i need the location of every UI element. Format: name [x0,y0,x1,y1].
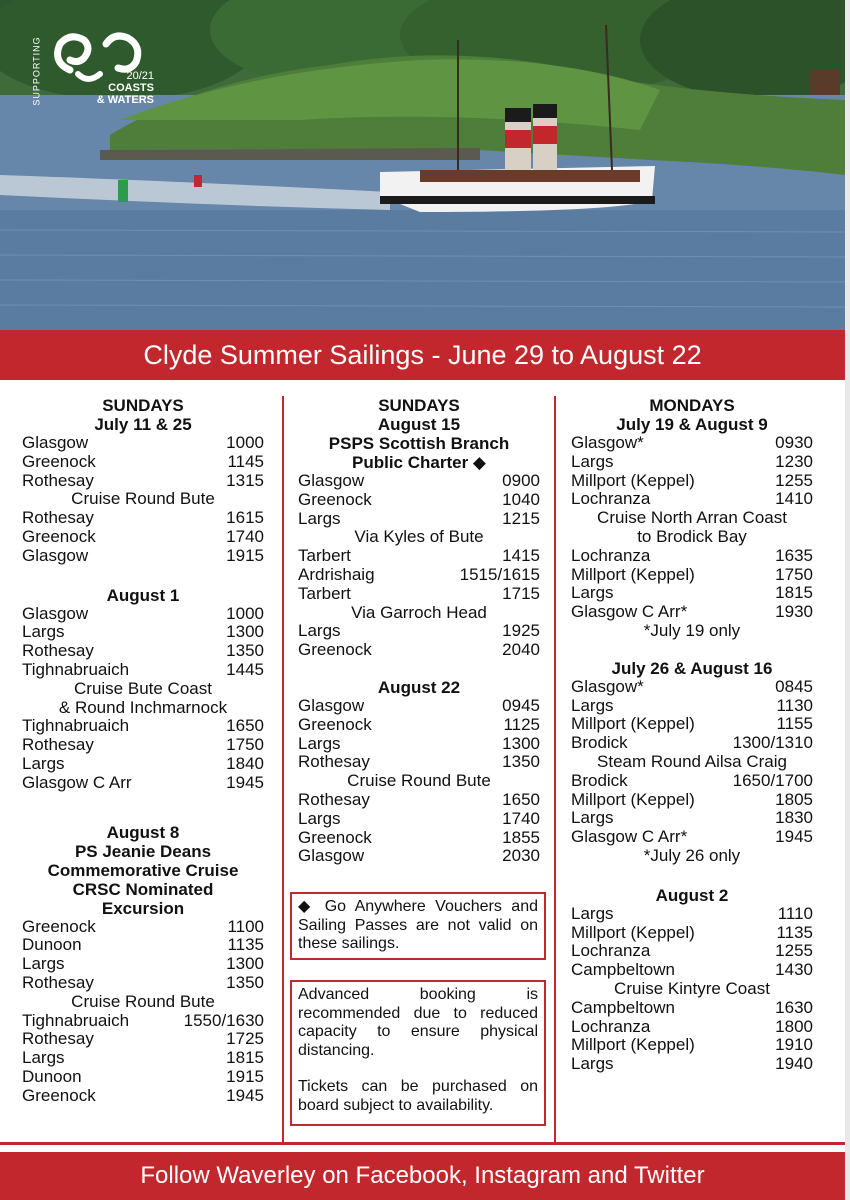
column-divider [282,396,284,1144]
column-3 [571,396,813,1094]
cruise-note: Cruise North Arran Coast [597,508,787,528]
departure-time: 1515/1615 [459,564,540,584]
timetable-row [571,999,813,1018]
departure-time: 1800 [775,1016,813,1036]
footer-banner: Follow Waverley on Facebook, Instagram and Twitter [0,1152,845,1200]
port-name: Greenock [298,640,372,660]
timetable-row [571,772,813,791]
departure-time: 1945 [226,1085,264,1105]
port-name: Rothesay [22,508,94,528]
timetable-row [571,942,813,961]
sailing-section [22,586,264,793]
port-name: Largs [298,508,341,528]
booking-notice-box: Advanced booking is recommended due to reduced capacity to ensure physical distancing. Tickets can be purchased on board subject to availability. [290,980,546,1126]
timetable-row [298,847,540,866]
coasts-and-waters-logo [28,30,158,120]
port-name: Campbeltown [571,997,675,1017]
timetable-row [22,661,264,680]
departure-time: 2030 [502,846,540,866]
timetable-row [571,961,813,980]
departure-time: 1650 [226,716,264,736]
column-2 [298,396,540,886]
departure-time: 1840 [226,753,264,773]
section-heading: August 8 [106,822,180,842]
departure-time: 1410 [775,489,813,509]
port-name: Campbeltown [571,960,675,980]
port-name: Largs [571,451,614,471]
timetable-row [298,753,540,772]
departure-time: 1615 [226,508,264,528]
departure-time: 1300 [226,954,264,974]
departure-time: 1255 [775,941,813,961]
timetable-row [22,623,264,642]
cruise-note: Cruise Bute Coast [74,678,212,698]
departure-time: 1815 [775,583,813,603]
departure-time: 1715 [502,583,540,603]
departure-time: 1125 [503,714,540,734]
departure-time: 1350 [226,641,264,661]
timetable-row [298,622,540,641]
departure-time: 1750 [226,735,264,755]
port-name: Millport (Keppel) [571,1035,695,1055]
port-name: Glasgow [22,545,89,565]
timetable-row [22,472,264,491]
port-name: Glasgow* [571,433,644,452]
departure-time: 1130 [776,695,813,715]
departure-time: 0930 [775,433,813,452]
port-name: Largs [298,808,341,828]
timetable-row [22,1068,264,1087]
port-name: Greenock [22,1085,96,1105]
timetable-row [298,829,540,848]
departure-time: 1350 [502,752,540,772]
departure-time: 1255 [775,470,813,490]
timetable-row [22,1012,264,1031]
timetable-row [22,974,264,993]
section-heading: July 19 & August 9 [616,415,768,434]
departure-time: 1740 [226,526,264,546]
section-heading: PS Jeanie Deans [74,841,212,861]
departure-time: 1040 [502,489,540,509]
timetable-row [571,566,813,585]
cruise-note: Via Garroch Head [351,602,487,622]
timetable-row [298,585,540,604]
port-name: Largs [22,1048,65,1068]
departure-time: 1725 [226,1029,264,1049]
port-name: Glasgow [298,846,365,866]
cruise-note: Cruise Round Bute [71,489,215,509]
port-name: Greenock [22,451,96,471]
port-name: Largs [571,903,614,923]
port-name: Millport (Keppel) [571,470,695,490]
port-name: Rothesay [298,752,370,772]
departure-time: 1550/1630 [183,1010,264,1030]
departure-time: 1650/1700 [732,770,813,790]
timetable-row [571,472,813,491]
timetable-row [571,828,813,847]
voucher-notice-box: ◆ Go Anywhere Vouchers and Sailing Passes are not valid on these sailings. [290,892,546,960]
section-heading: August 1 [106,585,180,605]
timetable-row [298,472,540,491]
port-name: Rothesay [22,972,94,992]
departure-time: 1650 [502,789,540,809]
section-heading: July 26 & August 16 [611,658,773,678]
cruise-note: Cruise Kintyre Coast [614,978,770,998]
timetable-row [571,715,813,734]
departure-time: 1300 [502,733,540,753]
cruise-note: *July 26 only [643,845,741,865]
departure-time: 1430 [775,960,813,980]
departure-time: 1630 [775,997,813,1017]
port-name: Tighnabruaich [22,716,130,736]
port-name: Largs [571,808,614,828]
departure-time: 1915 [226,545,264,565]
section-heading: SUNDAYS [378,396,460,415]
timetable-row [298,566,540,585]
section-heading: August 2 [655,885,729,905]
timetable-row [571,490,813,509]
timetable-row [571,791,813,810]
departure-time: 1145 [227,451,264,471]
port-name: Greenock [22,526,96,546]
port-name: Greenock [298,489,372,509]
hero-photo [0,0,845,330]
departure-time: 1930 [775,602,813,622]
page-edge [845,0,850,1200]
departure-time: 1945 [775,827,813,847]
timetable-row [571,697,813,716]
port-name: Glasgow [298,471,365,490]
departure-time: 1945 [226,772,264,792]
port-name: Largs [571,695,614,715]
timetable-row [22,453,264,472]
footer-rule [0,1142,845,1145]
timetable-row [22,605,264,624]
port-name: Dunoon [22,935,82,955]
departure-time: 0945 [502,695,540,715]
departure-time: 1135 [776,922,813,942]
timetable-row [571,584,813,603]
timetable-row [571,453,813,472]
departure-time: 1100 [227,916,264,936]
port-name: Largs [298,733,341,753]
timetable-row [571,547,813,566]
section-heading: CRSC Nominated [72,879,214,899]
timetable-row [571,809,813,828]
departure-time: 1215 [502,508,540,528]
departure-time: 0845 [775,676,813,696]
port-name: Rothesay [22,1029,94,1049]
timetable-row [22,717,264,736]
departure-time: 1740 [502,808,540,828]
departure-time: 1000 [226,433,264,452]
cruise-note: *July 19 only [643,620,741,640]
port-name: Largs [22,954,65,974]
port-name: Largs [298,621,341,641]
port-name: Glasgow C Arr [22,772,132,792]
timetable-row [22,774,264,793]
timetable-row [22,547,264,566]
section-heading: Commemorative Cruise [47,860,239,880]
departure-time: 1300/1310 [732,733,813,753]
section-heading: July 11 & 25 [94,415,192,434]
port-name: Ardrishaig [298,564,375,584]
cruise-note: to Brodick Bay [637,526,747,546]
departure-time: 1315 [226,470,264,490]
port-name: Largs [571,1054,614,1074]
timetable-row [571,1018,813,1037]
timetable-row [571,434,813,453]
departure-time: 1635 [775,545,813,565]
timetable-row [22,434,264,453]
column-1 [22,396,264,1126]
departure-time: 1110 [777,903,813,923]
sailing-section [298,396,540,660]
cruise-note: Cruise Round Bute [347,771,491,791]
cruise-note: Steam Round Ailsa Craig [597,751,787,771]
port-name: Tarbert [298,583,351,603]
departure-time: 1750 [775,564,813,584]
departure-time: 1815 [226,1048,264,1068]
port-name: Largs [22,753,65,773]
port-name: Brodick [571,770,628,790]
timetable-row [298,791,540,810]
section-heading: SUNDAYS [102,396,184,415]
timetable-row [298,547,540,566]
port-name: Brodick [571,733,628,753]
timetable-row [298,716,540,735]
port-name: Rothesay [22,735,94,755]
timetable-row [571,1055,813,1074]
departure-time: 1350 [226,972,264,992]
port-name: Glasgow [22,603,89,623]
port-name: Tarbert [298,546,351,566]
port-name: Lochranza [571,545,651,565]
timetable-row [571,1036,813,1055]
port-name: Greenock [298,714,372,734]
departure-time: 0900 [502,471,540,490]
timetable-row [22,1087,264,1106]
cruise-note: Cruise Round Bute [71,991,215,1011]
sailing-section [571,659,813,866]
timetable-row [571,905,813,924]
section-heading: Excursion [101,898,185,918]
port-name: Millport (Keppel) [571,714,695,734]
departure-time: 1135 [227,935,264,955]
sailing-section [22,823,264,1106]
sailing-section [22,396,264,566]
section-heading: Public Charter ◆ [352,453,486,472]
port-name: Lochranza [571,1016,651,1036]
departure-time: 1230 [775,451,813,471]
timetable-row [571,924,813,943]
departure-time: 1155 [776,714,813,734]
timetable-row [571,678,813,697]
timetable-row [298,735,540,754]
sailing-section [298,678,540,866]
timetable-row [22,918,264,937]
timetable-row [22,1030,264,1049]
departure-time: 2040 [502,640,540,660]
departure-time: 1415 [502,546,540,566]
departure-time: 1300 [226,622,264,642]
timetable-row [571,603,813,622]
cruise-note: & Round Inchmarnock [58,697,228,717]
timetable-row [298,641,540,660]
timetable-row [22,955,264,974]
timetable-row [22,509,264,528]
timetable-row [22,736,264,755]
port-name: Lochranza [571,489,651,509]
timetable-row [298,510,540,529]
departure-time: 1000 [226,603,264,623]
timetable-row [22,755,264,774]
port-name: Tighnabruaich [22,659,130,679]
column-divider [554,396,556,1144]
port-name: Greenock [298,827,372,847]
sailing-section [571,886,813,1074]
port-name: Millport (Keppel) [571,564,695,584]
timetable-row [298,491,540,510]
departure-time: 1915 [226,1066,264,1086]
departure-time: 1805 [775,789,813,809]
timetable-row [22,1049,264,1068]
port-name: Largs [22,622,65,642]
departure-time: 1445 [226,659,264,679]
departure-time: 1925 [502,621,540,641]
port-name: Rothesay [22,470,94,490]
timetable-row [22,528,264,547]
port-name: Millport (Keppel) [571,922,695,942]
section-heading: MONDAYS [649,396,735,415]
port-name: Tighnabruaich [22,1010,130,1030]
port-name: Greenock [22,916,96,936]
timetable-row [298,697,540,716]
logo-text: 20/21 COASTS & WATERS [96,70,154,106]
logo-supporting-label: SUPPORTING [31,36,42,106]
title-banner: Clyde Summer Sailings - June 29 to August 22 [0,330,845,380]
departure-time: 1940 [775,1054,813,1074]
cruise-note: Via Kyles of Bute [354,527,484,547]
port-name: Largs [571,583,614,603]
port-name: Glasgow C Arr* [571,602,688,622]
port-name: Millport (Keppel) [571,789,695,809]
port-name: Lochranza [571,941,651,961]
sailing-section [571,396,813,641]
timetable-row [22,642,264,661]
section-heading: August 22 [377,677,461,697]
port-name: Dunoon [22,1066,82,1086]
port-name: Glasgow C Arr* [571,827,688,847]
timetable-row [571,734,813,753]
departure-time: 1830 [775,808,813,828]
port-name: Glasgow* [571,676,644,696]
port-name: Rothesay [22,641,94,661]
timetable-row [298,810,540,829]
departure-time: 1855 [502,827,540,847]
port-name: Glasgow [298,695,365,715]
departure-time: 1910 [775,1035,813,1055]
section-heading: August 15 [377,415,461,434]
section-heading: PSPS Scottish Branch [328,434,510,453]
timetable-row [22,936,264,955]
port-name: Rothesay [298,789,370,809]
port-name: Glasgow [22,433,89,452]
